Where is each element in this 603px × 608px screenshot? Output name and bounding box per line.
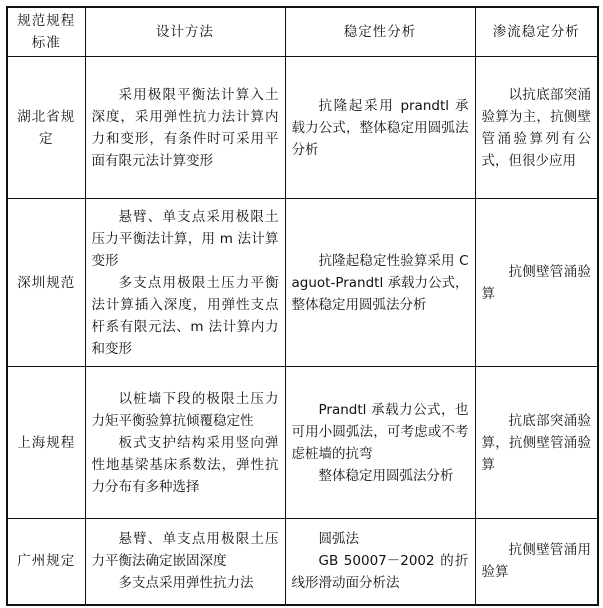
standard-name: 湖北省规定 [7,57,85,199]
header-design-method: 设计方法 [85,7,285,57]
design-method-cell [85,199,285,367]
seepage-text: 抗侧壁管涌用验算 [481,542,591,581]
header-seepage-analysis: 渗流稳定分析 [475,7,598,57]
stability-cell [285,199,475,367]
standards-comparison-table [6,6,599,606]
design-text: 采用极限平衡法计算入土深度，采用弹性抗力法计算内力和变形，有条件时可采用平面有限元法计算变形 [91,86,279,169]
stability-cell [285,57,475,199]
header-standard: 规范规程标准 [7,7,85,57]
design-method-cell [85,519,285,605]
table-row-shenzhen [7,199,598,367]
standard-name: 广州规定 [7,519,85,605]
stability-text: 抗隆起采用 prandtl 承载力公式，整体稳定用圆弧法分析 [291,97,469,158]
seepage-cell [475,57,598,199]
stability-cell [285,367,475,519]
design-method-cell [85,57,285,199]
table-row-hubei [7,57,598,199]
design-text: 多支点用极限土压力平衡法计算插入深度，用弹性支点杆系有限元法、m 法计算内力和变形 [91,274,279,357]
seepage-cell [475,199,598,367]
table-header-row [7,7,598,57]
standard-name: 深圳规范 [7,199,85,367]
table-row-shanghai [7,367,598,519]
design-method-cell [85,367,285,519]
design-text: 板式支护结构采用竖向弹性地基梁基床系数法，弹性抗力分布有多种选择 [91,434,279,495]
seepage-text: 抗底部突涌验算，抗侧壁管涌验算 [481,412,591,473]
stability-text: 抗隆起稳定性验算采用 Caguot-Prandtl 承载力公式，整体稳定用圆弧法分析 [291,252,469,313]
design-text: 多支点采用弹性抗力法 [118,575,254,592]
seepage-cell [475,367,598,519]
stability-text: 圆弧法 [318,531,359,548]
stability-cell [285,519,475,605]
seepage-text: 以抗底部突涌验算为主，抗侧壁管涌验算列有公式，但很少应用 [481,86,591,169]
table-row-guangzhou [7,519,598,605]
header-stability-analysis: 稳定性分析 [285,7,475,57]
stability-text: 整体稳定用圆弧法分析 [318,467,454,484]
stability-text: Prandtl 承载力公式，也可用小圆弧法，可考虑或不考虑桩墙的抗弯 [291,401,469,462]
standard-name: 上海规程 [7,367,85,519]
stability-text: GB 50007－2002 的折线形滑动面分析法 [291,553,469,592]
design-text: 以桩墙下段的极限土压力力矩平衡验算抗倾覆稳定性 [91,390,279,429]
design-text: 悬臂、单支点用极限土压力平衡法确定嵌固深度 [91,531,279,570]
design-text: 悬臂、单支点采用极限土压力平衡法计算，用 m 法计算变形 [91,208,279,269]
seepage-cell [475,519,598,605]
seepage-text: 抗侧壁管涌验算 [481,263,591,302]
